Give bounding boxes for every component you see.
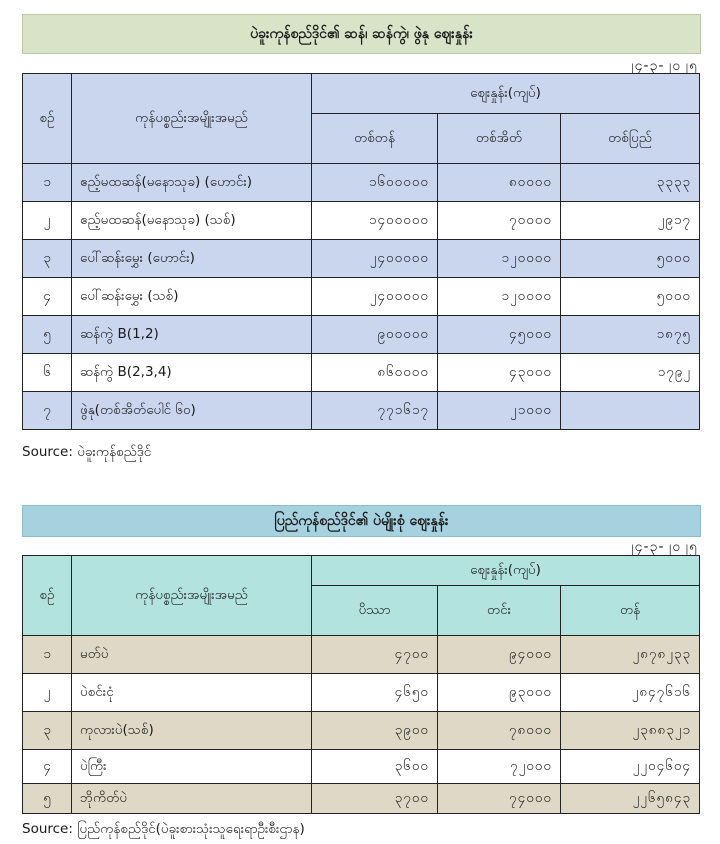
row-value: ၉၄၀၀၀	[438, 636, 561, 674]
row-value: ၃၆၀၀	[312, 750, 438, 784]
header-per-basket: တင်း	[438, 586, 561, 636]
row-value: ၁၇၉၂	[561, 354, 700, 392]
header-per-pyi: တစ်ပြည်	[561, 114, 700, 164]
row-value: ၁၂၀၀၀၀	[438, 278, 561, 316]
row-no: ၁	[23, 164, 72, 202]
row-no: ၇	[23, 392, 72, 430]
table-row	[23, 164, 700, 202]
row-value: ၅၀၀၀	[561, 240, 700, 278]
row-name: မတ်ပဲ	[72, 636, 312, 674]
row-no: ၁	[23, 636, 72, 674]
table-row	[23, 636, 700, 674]
row-name: ဆန်ကွဲ B(2,3,4)	[72, 354, 312, 392]
beans-price-table	[22, 555, 700, 814]
header-name: ကုန်ပစ္စည်းအမျိုးအမည်	[72, 556, 312, 636]
row-value: ၇၇၁၆၁၇	[312, 392, 438, 430]
row-name: ဖွဲနု(တစ်အိတ်ပေါင် ၆၀)	[72, 392, 312, 430]
row-name: ပေါ်ဆန်းမွှေး (ဟောင်း)	[72, 240, 312, 278]
row-value: ၇၀၀၀၀	[438, 202, 561, 240]
row-value: ၈၀၀၀၀	[438, 164, 561, 202]
table-row	[23, 392, 700, 430]
rice-price-table	[22, 73, 700, 430]
row-value: ၇၂၀၀၀	[438, 750, 561, 784]
row-name: ပဲစင်းငုံ	[72, 674, 312, 712]
row-no: ၃	[23, 240, 72, 278]
row-value: ၁၂၀၀၀၀	[438, 240, 561, 278]
row-value: ၇၈၀၀၀	[438, 712, 561, 750]
table-row	[23, 202, 700, 240]
header-per-ton: တစ်တန်	[312, 114, 438, 164]
row-name: ကုလားပဲ(သစ်)	[72, 712, 312, 750]
header-per-viss: ပိဿာ	[312, 586, 438, 636]
row-value: ၁၄၀၀၀၀၀	[312, 202, 438, 240]
row-value: ၂၈၇၈၂၃၃	[561, 636, 700, 674]
row-value: ၃၇၀၀	[312, 784, 438, 814]
row-value: ၂၁၀၀၀	[438, 392, 561, 430]
header-per-bag: တစ်အိတ်	[438, 114, 561, 164]
header-per-ton: တန်	[561, 586, 700, 636]
header-name: ကုန်ပစ္စည်းအမျိုးအမည်	[72, 74, 312, 164]
row-value: ၁၆၀၀၀၀၀	[312, 164, 438, 202]
table-row	[23, 316, 700, 354]
row-value: ၉၃၀၀၀	[438, 674, 561, 712]
row-value: ၂၄၀၀၀၀၀	[312, 240, 438, 278]
row-no: ၂	[23, 674, 72, 712]
table2-source: Source: ပြည်ကုန်စည်ဒိုင်(ပဲခူးစားသုံးသူရေးရာဦးစီးဌာန)	[22, 821, 305, 837]
row-value: ၅၀၀၀	[561, 278, 700, 316]
row-name: ဘိုကိတ်ပဲ	[72, 784, 312, 814]
table-row	[23, 674, 700, 712]
row-no: ၄	[23, 278, 72, 316]
row-no: ၂	[23, 202, 72, 240]
row-value: ၄၆၅၀	[312, 674, 438, 712]
row-value: ၄၃၀၀၀	[438, 354, 561, 392]
row-name: ပေါ်ဆန်းမွှေး (သစ်)	[72, 278, 312, 316]
table-row	[23, 712, 700, 750]
row-no: ၃	[23, 712, 72, 750]
header-price-group: ဈေးနှုန်း(ကျပ်)	[312, 74, 700, 114]
row-value: ၄၇၀၀	[312, 636, 438, 674]
table-row	[23, 354, 700, 392]
row-value: ၂၂၀၄၆၀၄	[561, 750, 700, 784]
header-no: စဉ်	[23, 556, 72, 636]
row-name: ဧည့်မထဆန်(မနောသုခ) (သစ်)	[72, 202, 312, 240]
row-value: ၂၂၆၅၈၄၃	[561, 784, 700, 814]
row-value: ၃၉၀၀	[312, 712, 438, 750]
table-row	[23, 784, 700, 814]
row-value: ၂၃၈၈၃၂၁	[561, 712, 700, 750]
row-value: ၂၄၀၀၀၀၀	[312, 278, 438, 316]
row-value: ၈၆၀၀၀၀	[312, 354, 438, 392]
row-value: ၉၀၀၀၀၀	[312, 316, 438, 354]
header-no: စဉ်	[23, 74, 72, 164]
row-no: ၆	[23, 354, 72, 392]
row-value: ၂၈၄၇၆၁၆	[561, 674, 700, 712]
table1-title: ပဲခူးကုန်စည်ဒိုင်၏ ဆန်၊ ဆန်ကွဲ၊ ဖွဲနု ဈေးနှုန်း	[22, 14, 701, 54]
row-value: ၄၅၀၀၀	[438, 316, 561, 354]
row-name: ဆန်ကွဲ B(1,2)	[72, 316, 312, 354]
row-value: ၂၉၁၇	[561, 202, 700, 240]
table-row	[23, 750, 700, 784]
table-row	[23, 278, 700, 316]
row-name: ဧည့်မထဆန်(မနောသုခ) (ဟောင်း)	[72, 164, 312, 202]
row-value: ၃၃၃၃	[561, 164, 700, 202]
table-row	[23, 240, 700, 278]
table1-source: Source: ပဲခူးကုန်စည်ဒိုင်	[22, 444, 152, 460]
table2-date: ၂၄-၃-၂၀၂၅	[626, 539, 698, 555]
row-name: ပဲကြီး	[72, 750, 312, 784]
row-no: ၅	[23, 316, 72, 354]
table2-title: ပြည်ကုန်စည်ဒိုင်၏ ပဲမျိုးစုံ ဈေးနှုန်း	[22, 505, 701, 537]
row-value: ၇၄၀၀၀	[438, 784, 561, 814]
row-value: ၁၈၇၅	[561, 316, 700, 354]
header-price-group: ဈေးနှုန်း(ကျပ်)	[312, 556, 700, 586]
table1-date: ၂၄-၃-၂၀၂၅	[626, 58, 698, 74]
row-no: ၄	[23, 750, 72, 784]
row-value	[561, 392, 700, 430]
row-no: ၅	[23, 784, 72, 814]
